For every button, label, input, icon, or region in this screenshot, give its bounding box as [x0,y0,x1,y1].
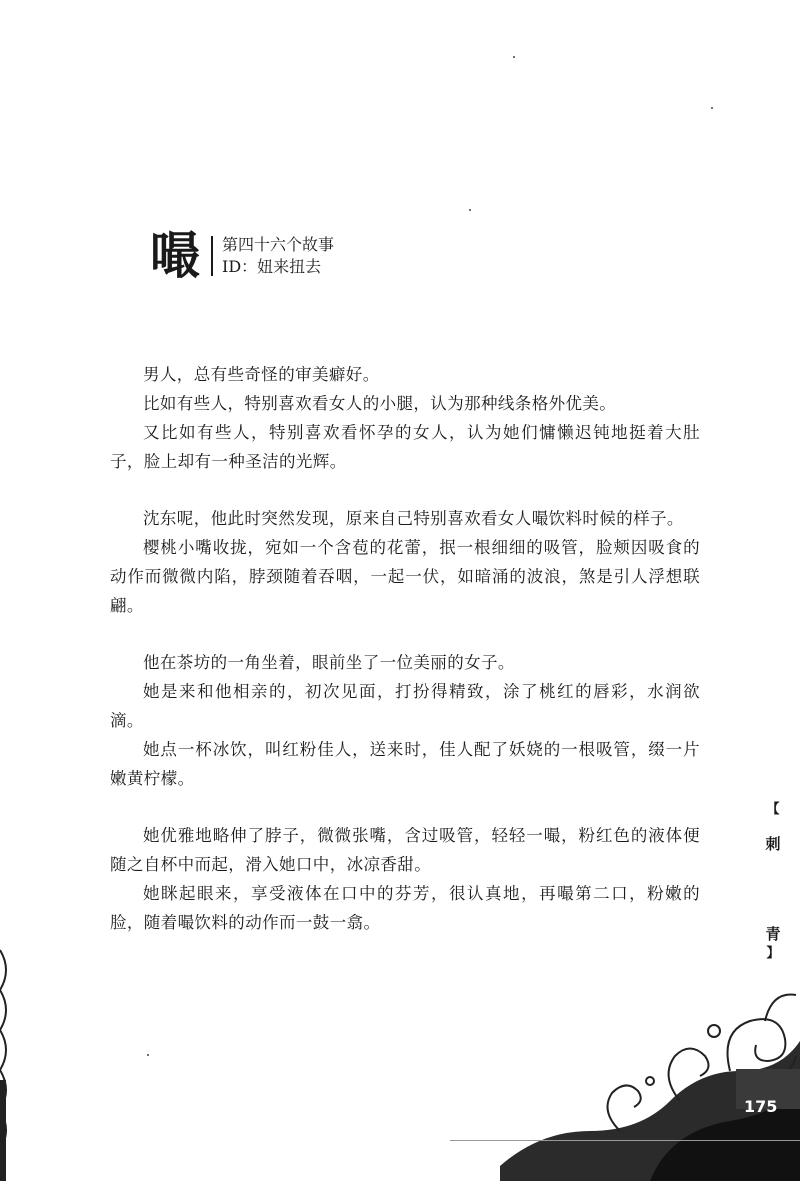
paragraph: 她点一杯冰饮，叫红粉佳人，送来时，佳人配了妖娆的一根吸管，缀一片嫩黄柠檬。 [110,740,700,788]
side-tab-char-1: 刺 [765,835,781,853]
chapter-author-id: ID：妞来扭去 [222,257,322,276]
paragraph-gap [110,793,700,821]
left-edge-ornament-icon [0,940,14,1181]
paragraph: 樱桃小嘴收拢，宛如一个含苞的花蕾，抿一根细细的吸管，脸颊因吸食的动作而微微内陷，脖颈随着吞咽，一起一伏，如暗涌的波浪，煞是引人浮想联翩。 [110,538,700,615]
paragraph: 男人，总有些奇怪的审美癖好。 [143,365,380,384]
chapter-title-character: 嘬 [150,227,200,285]
side-tab-open-bracket: 【 [766,802,780,817]
print-speck [711,107,713,109]
bottom-rule [450,1140,800,1141]
print-speck [513,56,515,58]
side-tab [760,800,786,964]
paragraph: 比如有些人，特别喜欢看女人的小腿，认为那种线条格外优美。 [143,394,617,413]
swirl-ornament-icon [500,981,800,1181]
paragraph-gap [110,620,700,648]
body-text [110,360,700,937]
paragraph: 她是来和他相亲的，初次见面，打扮得精致，涂了桃红的唇彩，水润欲滴。 [110,682,700,730]
chapter-divider [211,236,213,276]
side-tab-char-2: 青 [765,925,781,943]
paragraph: 又比如有些人，特别喜欢看怀孕的女人，认为她们慵懒迟钝地挺着大肚子，脸上却有一种圣洁的光辉。 [110,423,700,471]
paragraph: 他在茶坊的一角坐着，眼前坐了一位美丽的女子。 [143,653,515,672]
page-number: 175 [744,1097,778,1116]
paragraph-gap [110,476,700,504]
paragraph: 她优雅地略伸了脖子，微微张嘴，含过吸管，轻轻一嘬，粉红色的液体便随之自杯中而起，滑入她口中，冰凉香甜。 [110,826,700,874]
print-speck [469,209,471,211]
side-tab-close-bracket: 】 [766,946,780,961]
paragraph: 沈东呢，他此时突然发现，原来自己特别喜欢看女人嘬饮料时候的样子。 [143,509,684,528]
chapter-meta [222,234,334,278]
print-speck [147,1054,149,1056]
chapter-story-number: 第四十六个故事 [222,235,335,254]
paragraph: 她眯起眼来，享受液体在口中的芬芳，很认真地，再嘬第二口，粉嫩的脸，随着嘬饮料的动作而一鼓一翕。 [110,884,700,932]
